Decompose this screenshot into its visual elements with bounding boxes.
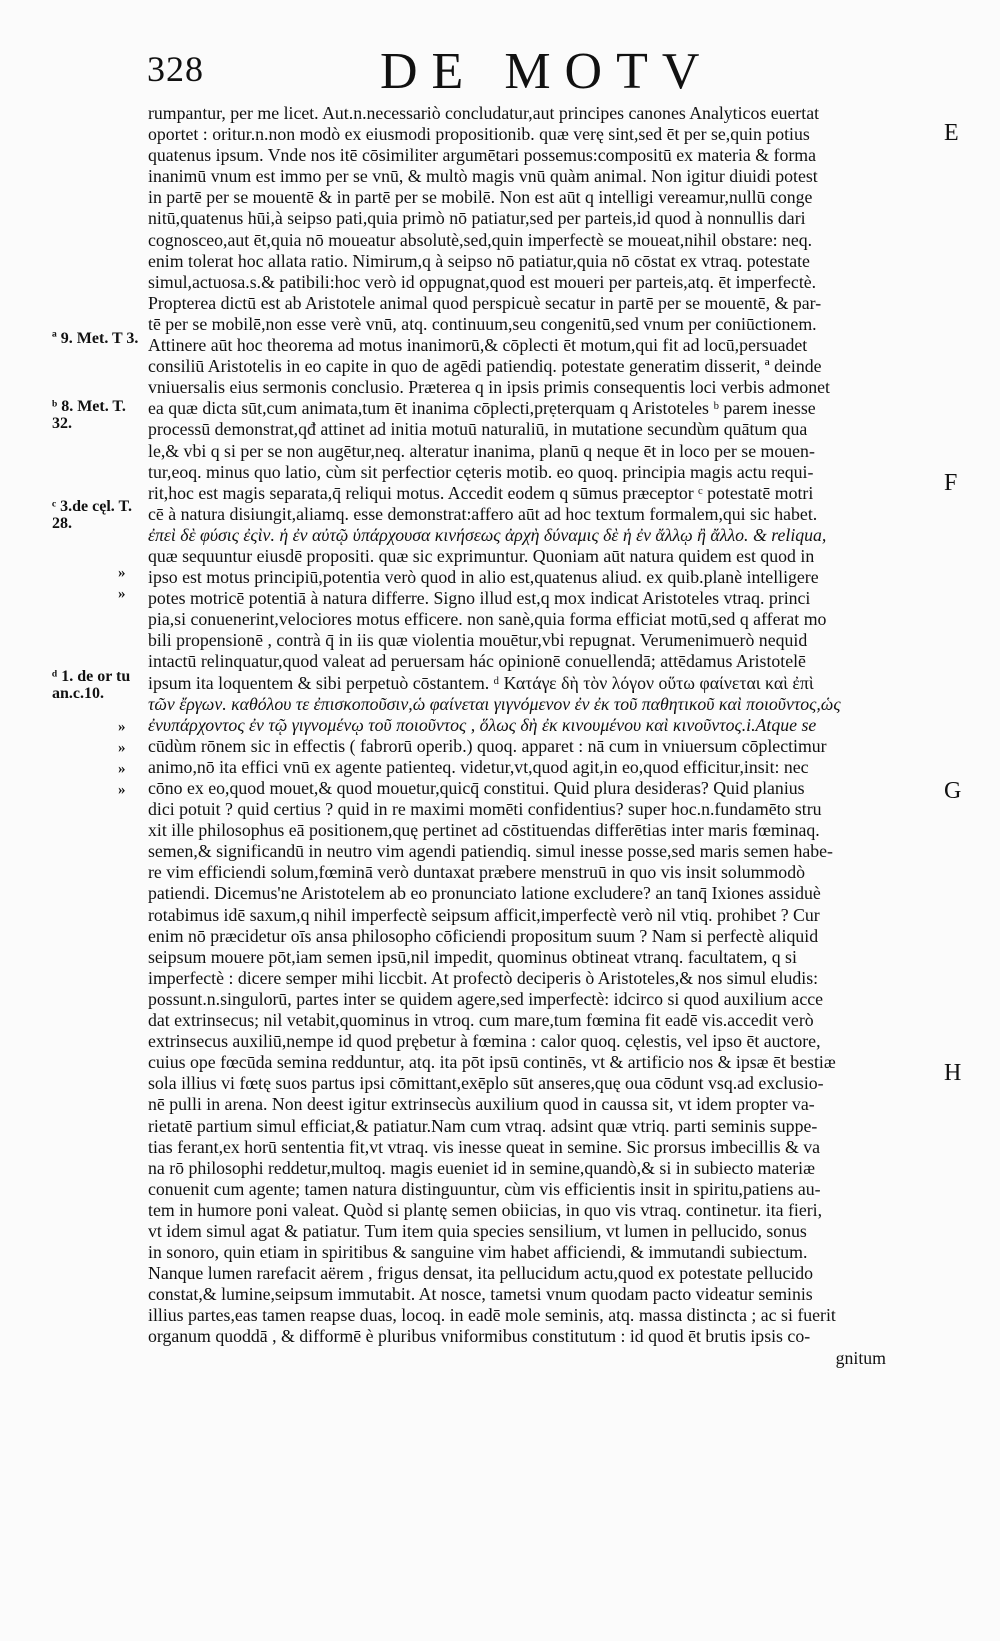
text-line: tē per se mobilē,non esse verè vnū, atq. continuum,seu congenitū,sed vnum per coniūctionem.: [148, 313, 817, 334]
text-line: bili propensionē , contrà q̄ in iis quæ violentia mouētur,vbi repugnat. Verumenimuerò nequid: [148, 630, 808, 651]
text-line: oportet : oritur.n.non modò ex eiusmodi propositionib. quæ verę sint,sed ēt per se,quin potius: [148, 124, 810, 145]
text-line: re vim efficiendi solum,fœminā verò duntaxat præbere menstruū in quo vis insit solummodò: [148, 862, 805, 883]
text-line: semen,& significandū in neutro vim agendi patiendiq. simul inesse posse,sed maris semen habe-: [148, 841, 833, 862]
text-line: extrinsecus auxiliū,nempe id quod prębetur à fœmina : calor quoq. cęlestis, vel ipso ēt auctore,: [148, 1031, 821, 1052]
text-line: possunt.n.singulorū, partes inter se quidem agere,sed imperfectè: idcirco si quod auxilium acce: [148, 988, 823, 1009]
text-line: pia,si conuenerint,velociores motus efficere. non sanè,quia forma efficiat motū,sed q afferat mo: [148, 609, 827, 630]
text-line: inanimū vnum est immo per se vnū, & multò magis vnū quàm animal. Non igitur diuidi potest: [148, 166, 818, 187]
section-letter: H: [944, 1060, 962, 1086]
text-line: seipsum mouere pōt,iam semen ipsū,nil impedit, quominus obtineat vtranq. facultatem, q si: [148, 946, 797, 967]
margin-note: ᶜ 3.de cęl. T. 28.: [52, 498, 132, 532]
section-letter: G: [944, 778, 962, 804]
text-line: cē à natura disiungit,aliamq. esse demonstrat:affero aūt ad hoc textum formalem,qui sic habet.: [148, 503, 818, 524]
text-line: ea quæ dicta sūt,cum animata,tum ēt inanima cōplecti,prẹterquam q Aristoteles ᵇ parem inesse: [148, 398, 816, 419]
text-line: dici potuit ? quid certius ? quid in re maximi momēti confidentius? super hoc.n.fundamēto stru: [148, 799, 822, 820]
quote-mark: »: [118, 719, 126, 735]
text-line: consiliū Aristotelis in eo capite in quo de agēdi patiendiq. potestate generatim disserit, ª deinde: [148, 356, 822, 377]
margin-note: ᵇ 8. Met. T. 32.: [52, 398, 126, 432]
text-line: simul,actuosa.s.& patibili:hoc verò id oppugnat,quod est moueri per parteis,atq. ēt imperfectè.: [148, 271, 817, 292]
text-line: rietatē partium simul efficiat,& patiatur.Nam cum vtraq. adsint quæ vtriq. parti seminis suppe-: [148, 1115, 818, 1136]
text-line: rumpantur, per me licet. Aut.n.necessariò concludatur,aut principes canones Analyticos euertat: [148, 103, 820, 123]
section-letter: F: [944, 470, 958, 496]
quote-mark: »: [118, 565, 126, 581]
text-line: sola illius vi fœtę suos partus ipsi cōmittant,exēplo sūt anseres,quę oua cōdunt vsq.ad exclusio-: [148, 1073, 824, 1094]
text-line: le,& vbi q si per se non augētur,neq. alteratur inanima, planū q neque ēt in loco per se mouen-: [148, 440, 815, 461]
greek-text-line: ἐπεὶ δὲ φύσις ἐςὶν. ἡ ἐν αὐτῷ ὑπάρχουσα κινήσεως ἀρχὴ δύναμις δὲ ἡ ἐν ἄλλῳ ἢ ἄλλο. & reliqua,: [148, 524, 827, 545]
text-line: quæ sequuntur eiusdē propositi. quæ sic exprimuntur. Quoniam aūt natura quidem est quod in: [148, 545, 815, 566]
quote-mark: »: [118, 740, 126, 756]
text-line: ipso est motus principiū,potentia verò quod in alio est,quatenus aliud. ex quib.planè intelligere: [148, 567, 819, 588]
text-line: processū demonstrat,qđ attinet ad initia motuū naturaliū, in mutatione secundùm quātum qua: [148, 419, 808, 440]
text-line: vniuersalis eius sermonis conclusio. Præterea q in ipsis primis consequentis loci verbis admonet: [148, 377, 830, 398]
text-line: Attinere aūt hoc theorema ad motus inanimorū,& cōplecti ēt motum,qui fit ad locū,persuadet: [148, 335, 808, 356]
text-line: Propterea dictū est ab Aristotele animal quod perspicuè secatur in partē per se mouentē, & par-: [148, 292, 822, 313]
text-line: cūdùm rōnem sic in effectis ( fabrorū operib.) quoq. apparet : nā cum in vniuersum cōplectimur: [148, 735, 827, 756]
text-line: potes motricē potentiā à natura differre. Signo illud est,q mox indicat Aristoteles vtraq. princi: [148, 588, 811, 609]
text-line: cuius ope fœcūda semina redduntur, atq. ita pōt ipsū continēs, vt & artificio nos & ipsæ ēt bestiæ: [148, 1052, 836, 1073]
text-line: na rō philosophi reddetur,multoq. magis eueniet id in semine,quandò,& si in subiecto materiæ: [148, 1157, 815, 1178]
quote-mark: »: [118, 782, 126, 798]
text-line: in sonoro, quin etiam in spiritibus & sanguine vim habet afficiendi, & immutandi subiectum.: [148, 1242, 808, 1263]
text-line: quatenus ipsum. Vnde nos itē cōsimiliter argumētari possemus:compositū ex materia & forma: [148, 145, 816, 166]
text-line: imperfectè : dicere semper mihi liccbit. At profectò deciperis ò Aristoteles,& nos simul eludis:: [148, 967, 819, 988]
text-line: vt idem simul agat & patiatur. Tum item quia species sensilium, vt lumen in pellucido, sonus: [148, 1220, 807, 1241]
text-line: xit ille philosophus eā positionem,quę pertinet ad cōstituendas differētias inter maris fœminaq.: [148, 820, 820, 841]
text-line: enim tolerat hoc allata ratio. Nimirum,q à seipso nō patiatur,quia nō cōstat ex vtraq. potestate: [148, 250, 810, 271]
text-line: tias ferant,ex horū sententia fit,vt vtraq. vis inesse queat in semine. Sic prorsus imbecillis & va: [148, 1136, 821, 1157]
catchword: gnitum: [835, 1347, 886, 1368]
margin-note: ª 9. Met. T 3.: [52, 330, 139, 347]
quote-mark: »: [118, 761, 126, 777]
text-line: ipsum ita loquentem & sibi perpetuò cōstantem. ᵈ Κατάγε δὴ τὸν λόγον οὕτω φαίνεται καὶ ἐπὶ: [148, 672, 814, 693]
text-line: constat,& lumine,seipsum immutabit. At nosce, tametsi vnum quodam pacto videatur seminis: [148, 1284, 813, 1305]
text-line: animo,nō ita effici vnū ex agente patienteq. videtur,vt,quod agit,in eo,quod efficitur,insit: nec: [148, 756, 809, 777]
text-line: tur,eoq. minus quo latio, cùm sit perfectior cęteris motib. eo quoq. principia magis actu requi-: [148, 461, 814, 482]
text-line: rotabimus idē saxum,q nihil imperfectè seipsum afficit,imperfectè verò nil vtiq. prohibet ? Cur: [148, 904, 820, 925]
quote-mark: »: [118, 586, 126, 602]
text-line: tem in humore poni valeat. Quòd si plantę semen obiicias, in quo vis vtraq. continetur. ita fieri,: [148, 1199, 823, 1220]
text-line: illius partes,eas tamen reapse duas, locoq. in eadē mole seminis, atq. massa distincta ; ac si fuerit: [148, 1305, 836, 1326]
greek-text-line: ἐνυπάρχοντος ἐν τῷ γιγνομένῳ τοῦ ποιοῦντος , ὅλως δὴ ἐκ κινουμένου καὶ κινοῦντος.i.Atque se: [148, 714, 817, 735]
text-line: nitū,quatenus hūi,à seipso pati,quia primò nō patiatur,sed per parteis,id quod à nonnullis dari: [148, 208, 806, 229]
text-line: patiendi. Dicemus'ne Aristotelem ab eo pronunciato latione excludere? an tanq̄ Ixiones assiduè: [148, 883, 821, 904]
text-line: nē pulli in arena. Non deest igitur extrinsecùs auxilium quod in caussa sit, vt idem propter va-: [148, 1094, 815, 1115]
text-line: organum quoddā , & difformē è pluribus vniformibus constitutum : id quod ēt brutis ipsis co-: [148, 1326, 811, 1347]
section-letter: E: [944, 120, 959, 146]
text-line: Nanque lumen rarefacit aërem , frigus densat, ita pellucidum actu,quod ex potestate pellucido: [148, 1263, 814, 1284]
text-line: cognosceo,aut ēt,quia nō moueatur absolutè,sed,quin imperfectè se moueat,nihil obstare: neq.: [148, 229, 813, 250]
greek-text-line: τῶν ἔργων. καθόλου τε ἐπισκοποῦσιν,ὡ φαίνεται γιγνόμενον ἐν ἐκ τοῦ παθητικοῦ καὶ ποιοῦντος,ὡς: [148, 693, 841, 714]
text-line: intactū relinquatur,quod valeat ad peruersam hác opinionē conuellendā; attēdamus Aristotelē: [148, 651, 806, 672]
text-line: enim nō præcidetur oīs ansa philosopho cōficiendi propositum suum ? Nam si perfectè aliquid: [148, 925, 819, 946]
text-line: cōno ex eo,quod mouet,& quod mouetur,quicq̄ constitui. Quid plura desideras? Quid planius: [148, 778, 805, 798]
text-line: dat extrinsecus; nil vetabit,quominus in vtroq. cum mare,tum fœmina fit eadē vis.accedit verò: [148, 1010, 814, 1031]
margin-note: ᵈ 1. de or tu an.c.10.: [52, 668, 131, 702]
text-line: conuenit cum agente; tamen natura distinguuntur, cùm vis efficientis insit in spiritu,patiens au-: [148, 1178, 821, 1199]
text-line: rit,hoc est magis separata,q̄ reliqui motus. Accedit eodem q sūmus præceptor ᶜ potestatē motri: [148, 482, 814, 503]
main-text-block: [148, 103, 938, 1369]
page-header: [0, 42, 1000, 102]
page-number: 328: [147, 49, 204, 89]
text-line: in partē per se mouentē & in partē per se mobilē. Non est aūt q intelligi vereamur,nullū conge: [148, 187, 813, 208]
running-head: DE MOTV: [380, 43, 714, 100]
